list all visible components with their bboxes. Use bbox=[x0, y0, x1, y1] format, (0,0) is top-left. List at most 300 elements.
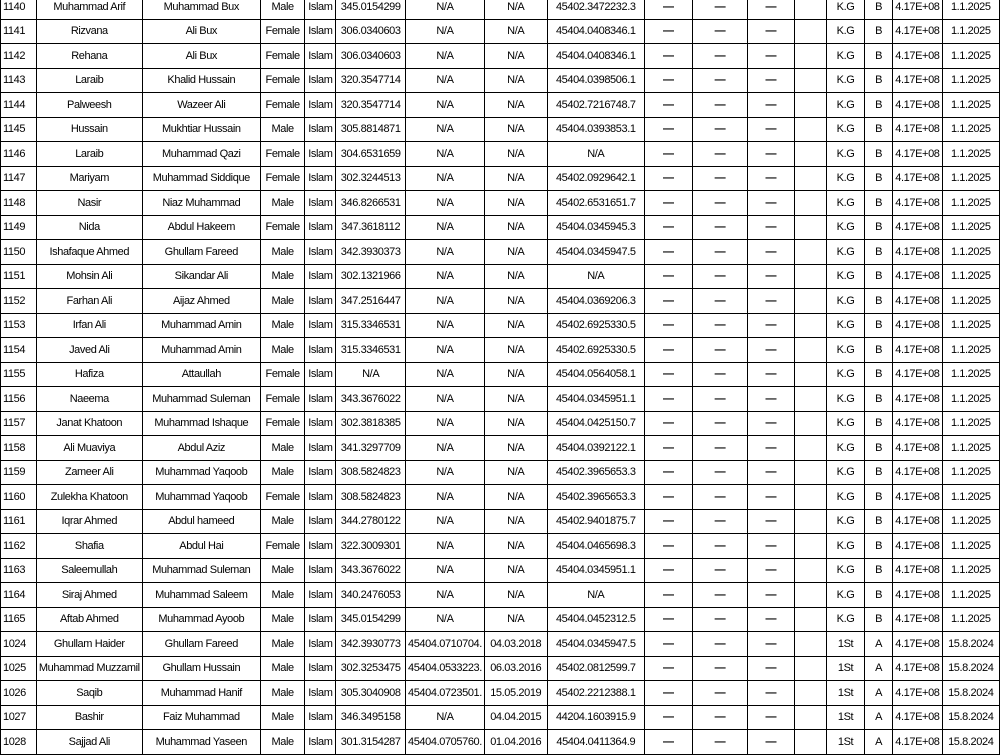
cell-row-number[interactable]: 1145 bbox=[1, 117, 37, 142]
cell-admission-date[interactable]: 1.1.2025 bbox=[942, 0, 999, 19]
cell-contact-number[interactable]: 340.2476053 bbox=[336, 583, 406, 608]
cell-contact-number[interactable]: 347.2516447 bbox=[336, 289, 406, 314]
cell-cnic-number[interactable]: 45402.2212388.1 bbox=[547, 681, 644, 706]
cell-blank-col-2[interactable]: — bbox=[692, 485, 748, 510]
cell-date-of-birth[interactable]: N/A bbox=[484, 607, 547, 632]
cell-date-of-birth[interactable]: N/A bbox=[484, 313, 547, 338]
cell-admission-date[interactable]: 15.8.2024 bbox=[942, 705, 999, 730]
cell-blank-col-1[interactable]: — bbox=[645, 166, 693, 191]
cell-class[interactable]: K.G bbox=[827, 240, 864, 265]
cell-father-name[interactable]: Muhammad Saleem bbox=[142, 583, 260, 608]
cell-blank-col-1[interactable]: — bbox=[645, 436, 693, 461]
cell-blank-col-4[interactable] bbox=[794, 509, 827, 534]
cell-date-of-birth[interactable]: N/A bbox=[484, 387, 547, 412]
cell-row-number[interactable]: 1157 bbox=[1, 411, 37, 436]
cell-row-number[interactable]: 1163 bbox=[1, 558, 37, 583]
cell-blank-col-4[interactable] bbox=[794, 534, 827, 559]
cell-contact-number[interactable]: 345.0154299 bbox=[336, 0, 406, 19]
cell-form-b-number[interactable]: N/A bbox=[405, 191, 484, 216]
cell-row-number[interactable]: 1141 bbox=[1, 19, 37, 44]
cell-admission-date[interactable]: 15.8.2024 bbox=[942, 681, 999, 706]
cell-date-of-birth[interactable]: N/A bbox=[484, 117, 547, 142]
cell-id-number[interactable]: 4.17E+08 bbox=[893, 558, 942, 583]
cell-blank-col-4[interactable] bbox=[794, 705, 827, 730]
cell-blank-col-1[interactable]: — bbox=[645, 681, 693, 706]
cell-blank-col-2[interactable]: — bbox=[692, 583, 748, 608]
cell-section[interactable]: B bbox=[864, 362, 893, 387]
cell-id-number[interactable]: 4.17E+08 bbox=[893, 387, 942, 412]
cell-admission-date[interactable]: 1.1.2025 bbox=[942, 19, 999, 44]
cell-blank-col-4[interactable] bbox=[794, 656, 827, 681]
cell-cnic-number[interactable]: 45402.3965653.3 bbox=[547, 460, 644, 485]
cell-blank-col-2[interactable]: — bbox=[692, 730, 748, 755]
cell-blank-col-1[interactable]: — bbox=[645, 460, 693, 485]
cell-blank-col-1[interactable]: — bbox=[645, 485, 693, 510]
cell-admission-date[interactable]: 1.1.2025 bbox=[942, 558, 999, 583]
cell-date-of-birth[interactable]: N/A bbox=[484, 191, 547, 216]
cell-admission-date[interactable]: 1.1.2025 bbox=[942, 436, 999, 461]
cell-blank-col-3[interactable]: — bbox=[748, 68, 794, 93]
cell-class[interactable]: K.G bbox=[827, 289, 864, 314]
cell-admission-date[interactable]: 1.1.2025 bbox=[942, 117, 999, 142]
cell-contact-number[interactable]: 346.3495158 bbox=[336, 705, 406, 730]
cell-blank-col-4[interactable] bbox=[794, 730, 827, 755]
cell-row-number[interactable]: 1027 bbox=[1, 705, 37, 730]
cell-cnic-number[interactable]: N/A bbox=[547, 583, 644, 608]
cell-class[interactable]: K.G bbox=[827, 607, 864, 632]
cell-row-number[interactable]: 1160 bbox=[1, 485, 37, 510]
cell-id-number[interactable]: 4.17E+08 bbox=[893, 411, 942, 436]
cell-contact-number[interactable]: 315.3346531 bbox=[336, 338, 406, 363]
cell-father-name[interactable]: Muhammad Amin bbox=[142, 313, 260, 338]
cell-class[interactable]: K.G bbox=[827, 264, 864, 289]
cell-blank-col-4[interactable] bbox=[794, 362, 827, 387]
cell-date-of-birth[interactable]: 04.03.2018 bbox=[484, 632, 547, 657]
cell-section[interactable]: B bbox=[864, 509, 893, 534]
cell-blank-col-1[interactable]: — bbox=[645, 509, 693, 534]
cell-blank-col-2[interactable]: — bbox=[692, 215, 748, 240]
cell-cnic-number[interactable]: 45404.0345947.5 bbox=[547, 240, 644, 265]
cell-section[interactable]: B bbox=[864, 264, 893, 289]
cell-section[interactable]: B bbox=[864, 68, 893, 93]
cell-form-b-number[interactable]: N/A bbox=[405, 583, 484, 608]
cell-blank-col-2[interactable]: — bbox=[692, 362, 748, 387]
cell-father-name[interactable]: Muhammad Hanif bbox=[142, 681, 260, 706]
cell-gender[interactable]: Female bbox=[260, 485, 304, 510]
cell-date-of-birth[interactable]: N/A bbox=[484, 0, 547, 19]
cell-cnic-number[interactable]: 45404.0369206.3 bbox=[547, 289, 644, 314]
cell-blank-col-4[interactable] bbox=[794, 289, 827, 314]
cell-contact-number[interactable]: 344.2780122 bbox=[336, 509, 406, 534]
cell-id-number[interactable]: 4.17E+08 bbox=[893, 460, 942, 485]
cell-id-number[interactable]: 4.17E+08 bbox=[893, 509, 942, 534]
cell-id-number[interactable]: 4.17E+08 bbox=[893, 362, 942, 387]
cell-form-b-number[interactable]: N/A bbox=[405, 215, 484, 240]
cell-blank-col-1[interactable]: — bbox=[645, 215, 693, 240]
cell-blank-col-4[interactable] bbox=[794, 436, 827, 461]
cell-form-b-number[interactable]: N/A bbox=[405, 289, 484, 314]
cell-father-name[interactable]: Ghullam Fareed bbox=[142, 632, 260, 657]
cell-blank-col-2[interactable]: — bbox=[692, 264, 748, 289]
cell-contact-number[interactable]: 301.3154287 bbox=[336, 730, 406, 755]
cell-student-name[interactable]: Irfan Ali bbox=[36, 313, 142, 338]
cell-row-number[interactable]: 1154 bbox=[1, 338, 37, 363]
cell-blank-col-2[interactable]: — bbox=[692, 656, 748, 681]
cell-religion[interactable]: Islam bbox=[305, 19, 336, 44]
cell-class[interactable]: K.G bbox=[827, 68, 864, 93]
cell-form-b-number[interactable]: N/A bbox=[405, 264, 484, 289]
cell-student-name[interactable]: Rehana bbox=[36, 44, 142, 69]
cell-blank-col-4[interactable] bbox=[794, 460, 827, 485]
cell-admission-date[interactable]: 1.1.2025 bbox=[942, 509, 999, 534]
cell-blank-col-4[interactable] bbox=[794, 191, 827, 216]
cell-row-number[interactable]: 1158 bbox=[1, 436, 37, 461]
cell-form-b-number[interactable]: 45404.0533223. bbox=[405, 656, 484, 681]
cell-student-name[interactable]: Naeema bbox=[36, 387, 142, 412]
cell-blank-col-1[interactable]: — bbox=[645, 313, 693, 338]
cell-contact-number[interactable]: 346.8266531 bbox=[336, 191, 406, 216]
cell-student-name[interactable]: Rizvana bbox=[36, 19, 142, 44]
cell-student-name[interactable]: Farhan Ali bbox=[36, 289, 142, 314]
cell-student-name[interactable]: Mariyam bbox=[36, 166, 142, 191]
cell-blank-col-3[interactable]: — bbox=[748, 632, 794, 657]
cell-contact-number[interactable]: 342.3930373 bbox=[336, 240, 406, 265]
cell-gender[interactable]: Male bbox=[260, 509, 304, 534]
cell-class[interactable]: K.G bbox=[827, 509, 864, 534]
cell-father-name[interactable]: Abdul Aziz bbox=[142, 436, 260, 461]
cell-blank-col-1[interactable]: — bbox=[645, 93, 693, 118]
cell-student-name[interactable]: Nida bbox=[36, 215, 142, 240]
cell-form-b-number[interactable]: N/A bbox=[405, 240, 484, 265]
cell-id-number[interactable]: 4.17E+08 bbox=[893, 44, 942, 69]
cell-student-name[interactable]: Laraib bbox=[36, 142, 142, 167]
cell-blank-col-4[interactable] bbox=[794, 19, 827, 44]
cell-blank-col-2[interactable]: — bbox=[692, 387, 748, 412]
cell-date-of-birth[interactable]: N/A bbox=[484, 558, 547, 583]
cell-row-number[interactable]: 1162 bbox=[1, 534, 37, 559]
cell-blank-col-4[interactable] bbox=[794, 313, 827, 338]
cell-student-name[interactable]: Muhammad Muzzamil bbox=[36, 656, 142, 681]
cell-class[interactable]: K.G bbox=[827, 411, 864, 436]
cell-cnic-number[interactable]: 45404.0408346.1 bbox=[547, 19, 644, 44]
cell-id-number[interactable]: 4.17E+08 bbox=[893, 264, 942, 289]
cell-blank-col-3[interactable]: — bbox=[748, 681, 794, 706]
cell-religion[interactable]: Islam bbox=[305, 264, 336, 289]
cell-section[interactable]: B bbox=[864, 558, 893, 583]
cell-id-number[interactable]: 4.17E+08 bbox=[893, 0, 942, 19]
cell-blank-col-1[interactable]: — bbox=[645, 68, 693, 93]
cell-blank-col-4[interactable] bbox=[794, 44, 827, 69]
cell-form-b-number[interactable]: N/A bbox=[405, 338, 484, 363]
cell-blank-col-2[interactable]: — bbox=[692, 681, 748, 706]
cell-row-number[interactable]: 1026 bbox=[1, 681, 37, 706]
cell-row-number[interactable]: 1146 bbox=[1, 142, 37, 167]
cell-row-number[interactable]: 1147 bbox=[1, 166, 37, 191]
cell-father-name[interactable]: Khalid Hussain bbox=[142, 68, 260, 93]
cell-form-b-number[interactable]: N/A bbox=[405, 509, 484, 534]
cell-id-number[interactable]: 4.17E+08 bbox=[893, 313, 942, 338]
cell-section[interactable]: B bbox=[864, 607, 893, 632]
cell-id-number[interactable]: 4.17E+08 bbox=[893, 93, 942, 118]
cell-blank-col-1[interactable]: — bbox=[645, 534, 693, 559]
cell-father-name[interactable]: Muhammad Yaseen bbox=[142, 730, 260, 755]
cell-gender[interactable]: Male bbox=[260, 558, 304, 583]
cell-gender[interactable]: Male bbox=[260, 264, 304, 289]
cell-id-number[interactable]: 4.17E+08 bbox=[893, 142, 942, 167]
cell-date-of-birth[interactable]: N/A bbox=[484, 362, 547, 387]
cell-blank-col-2[interactable]: — bbox=[692, 460, 748, 485]
cell-form-b-number[interactable]: N/A bbox=[405, 534, 484, 559]
cell-student-name[interactable]: Nasir bbox=[36, 191, 142, 216]
cell-contact-number[interactable]: 343.3676022 bbox=[336, 558, 406, 583]
cell-form-b-number[interactable]: N/A bbox=[405, 705, 484, 730]
cell-father-name[interactable]: Abdul hameed bbox=[142, 509, 260, 534]
cell-gender[interactable]: Male bbox=[260, 0, 304, 19]
cell-cnic-number[interactable]: 45402.6925330.5 bbox=[547, 313, 644, 338]
cell-father-name[interactable]: Attaullah bbox=[142, 362, 260, 387]
cell-student-name[interactable]: Javed Ali bbox=[36, 338, 142, 363]
cell-admission-date[interactable]: 1.1.2025 bbox=[942, 240, 999, 265]
cell-cnic-number[interactable]: 45404.0345951.1 bbox=[547, 558, 644, 583]
cell-father-name[interactable]: Sikandar Ali bbox=[142, 264, 260, 289]
cell-date-of-birth[interactable]: N/A bbox=[484, 44, 547, 69]
cell-religion[interactable]: Islam bbox=[305, 338, 336, 363]
cell-gender[interactable]: Female bbox=[260, 166, 304, 191]
cell-form-b-number[interactable]: N/A bbox=[405, 142, 484, 167]
cell-class[interactable]: K.G bbox=[827, 0, 864, 19]
cell-id-number[interactable]: 4.17E+08 bbox=[893, 68, 942, 93]
cell-admission-date[interactable]: 1.1.2025 bbox=[942, 215, 999, 240]
cell-blank-col-3[interactable]: — bbox=[748, 338, 794, 363]
cell-class[interactable]: K.G bbox=[827, 338, 864, 363]
cell-row-number[interactable]: 1164 bbox=[1, 583, 37, 608]
cell-admission-date[interactable]: 1.1.2025 bbox=[942, 93, 999, 118]
cell-blank-col-4[interactable] bbox=[794, 166, 827, 191]
cell-student-name[interactable]: Ishafaque Ahmed bbox=[36, 240, 142, 265]
cell-blank-col-3[interactable]: — bbox=[748, 705, 794, 730]
cell-blank-col-3[interactable]: — bbox=[748, 215, 794, 240]
cell-religion[interactable]: Islam bbox=[305, 460, 336, 485]
cell-blank-col-2[interactable]: — bbox=[692, 436, 748, 461]
cell-date-of-birth[interactable]: 04.04.2015 bbox=[484, 705, 547, 730]
cell-class[interactable]: 1St bbox=[827, 681, 864, 706]
cell-date-of-birth[interactable]: N/A bbox=[484, 215, 547, 240]
cell-father-name[interactable]: Aijaz Ahmed bbox=[142, 289, 260, 314]
cell-form-b-number[interactable]: N/A bbox=[405, 166, 484, 191]
cell-form-b-number[interactable]: N/A bbox=[405, 436, 484, 461]
cell-blank-col-2[interactable]: — bbox=[692, 68, 748, 93]
cell-section[interactable]: A bbox=[864, 681, 893, 706]
cell-contact-number[interactable]: 345.0154299 bbox=[336, 607, 406, 632]
cell-id-number[interactable]: 4.17E+08 bbox=[893, 730, 942, 755]
cell-blank-col-2[interactable]: — bbox=[692, 19, 748, 44]
cell-section[interactable]: B bbox=[864, 338, 893, 363]
cell-blank-col-3[interactable]: — bbox=[748, 0, 794, 19]
cell-date-of-birth[interactable]: N/A bbox=[484, 485, 547, 510]
cell-form-b-number[interactable]: 45404.0723501. bbox=[405, 681, 484, 706]
cell-religion[interactable]: Islam bbox=[305, 607, 336, 632]
cell-contact-number[interactable]: 302.3253475 bbox=[336, 656, 406, 681]
cell-father-name[interactable]: Muhammad Amin bbox=[142, 338, 260, 363]
cell-religion[interactable]: Islam bbox=[305, 142, 336, 167]
cell-id-number[interactable]: 4.17E+08 bbox=[893, 681, 942, 706]
cell-blank-col-3[interactable]: — bbox=[748, 313, 794, 338]
cell-section[interactable]: B bbox=[864, 0, 893, 19]
cell-cnic-number[interactable]: 44204.1603915.9 bbox=[547, 705, 644, 730]
cell-religion[interactable]: Islam bbox=[305, 485, 336, 510]
cell-form-b-number[interactable]: 45404.0710704. bbox=[405, 632, 484, 657]
cell-class[interactable]: K.G bbox=[827, 436, 864, 461]
cell-gender[interactable]: Male bbox=[260, 607, 304, 632]
cell-blank-col-4[interactable] bbox=[794, 681, 827, 706]
cell-religion[interactable]: Islam bbox=[305, 509, 336, 534]
cell-contact-number[interactable]: 306.0340603 bbox=[336, 19, 406, 44]
cell-blank-col-3[interactable]: — bbox=[748, 362, 794, 387]
cell-blank-col-4[interactable] bbox=[794, 583, 827, 608]
cell-admission-date[interactable]: 1.1.2025 bbox=[942, 191, 999, 216]
cell-blank-col-1[interactable]: — bbox=[645, 387, 693, 412]
cell-blank-col-3[interactable]: — bbox=[748, 656, 794, 681]
cell-section[interactable]: B bbox=[864, 93, 893, 118]
cell-row-number[interactable]: 1149 bbox=[1, 215, 37, 240]
cell-contact-number[interactable]: 302.3818385 bbox=[336, 411, 406, 436]
cell-contact-number[interactable]: 320.3547714 bbox=[336, 93, 406, 118]
cell-student-name[interactable]: Aftab Ahmed bbox=[36, 607, 142, 632]
cell-form-b-number[interactable]: N/A bbox=[405, 607, 484, 632]
cell-student-name[interactable]: Bashir bbox=[36, 705, 142, 730]
cell-section[interactable]: B bbox=[864, 583, 893, 608]
cell-form-b-number[interactable]: N/A bbox=[405, 485, 484, 510]
cell-date-of-birth[interactable]: N/A bbox=[484, 583, 547, 608]
cell-gender[interactable]: Male bbox=[260, 632, 304, 657]
cell-class[interactable]: K.G bbox=[827, 117, 864, 142]
cell-section[interactable]: A bbox=[864, 730, 893, 755]
cell-blank-col-4[interactable] bbox=[794, 264, 827, 289]
cell-father-name[interactable]: Wazeer Ali bbox=[142, 93, 260, 118]
cell-id-number[interactable]: 4.17E+08 bbox=[893, 19, 942, 44]
cell-father-name[interactable]: Ali Bux bbox=[142, 44, 260, 69]
cell-gender[interactable]: Female bbox=[260, 19, 304, 44]
cell-blank-col-2[interactable]: — bbox=[692, 93, 748, 118]
cell-admission-date[interactable]: 15.8.2024 bbox=[942, 730, 999, 755]
cell-form-b-number[interactable]: N/A bbox=[405, 460, 484, 485]
cell-cnic-number[interactable]: 45402.3965653.3 bbox=[547, 485, 644, 510]
cell-blank-col-2[interactable]: — bbox=[692, 166, 748, 191]
cell-row-number[interactable]: 1140 bbox=[1, 0, 37, 19]
cell-student-name[interactable]: Saqib bbox=[36, 681, 142, 706]
cell-father-name[interactable]: Muhammad Suleman bbox=[142, 387, 260, 412]
cell-date-of-birth[interactable]: 06.03.2016 bbox=[484, 656, 547, 681]
cell-student-name[interactable]: Shafia bbox=[36, 534, 142, 559]
cell-blank-col-4[interactable] bbox=[794, 240, 827, 265]
cell-gender[interactable]: Female bbox=[260, 142, 304, 167]
cell-religion[interactable]: Islam bbox=[305, 656, 336, 681]
cell-form-b-number[interactable]: N/A bbox=[405, 117, 484, 142]
cell-blank-col-3[interactable]: — bbox=[748, 387, 794, 412]
cell-contact-number[interactable]: 343.3676022 bbox=[336, 387, 406, 412]
cell-row-number[interactable]: 1152 bbox=[1, 289, 37, 314]
cell-id-number[interactable]: 4.17E+08 bbox=[893, 485, 942, 510]
cell-blank-col-3[interactable]: — bbox=[748, 93, 794, 118]
cell-id-number[interactable]: 4.17E+08 bbox=[893, 607, 942, 632]
cell-class[interactable]: K.G bbox=[827, 485, 864, 510]
cell-admission-date[interactable]: 1.1.2025 bbox=[942, 362, 999, 387]
cell-gender[interactable]: Male bbox=[260, 289, 304, 314]
cell-cnic-number[interactable]: 45404.0425150.7 bbox=[547, 411, 644, 436]
cell-blank-col-4[interactable] bbox=[794, 117, 827, 142]
cell-section[interactable]: B bbox=[864, 215, 893, 240]
cell-section[interactable]: B bbox=[864, 411, 893, 436]
cell-id-number[interactable]: 4.17E+08 bbox=[893, 191, 942, 216]
cell-blank-col-3[interactable]: — bbox=[748, 411, 794, 436]
cell-admission-date[interactable]: 1.1.2025 bbox=[942, 166, 999, 191]
cell-row-number[interactable]: 1148 bbox=[1, 191, 37, 216]
cell-section[interactable]: A bbox=[864, 705, 893, 730]
cell-father-name[interactable]: Ghullam Hussain bbox=[142, 656, 260, 681]
cell-student-name[interactable]: Zameer Ali bbox=[36, 460, 142, 485]
cell-class[interactable]: K.G bbox=[827, 387, 864, 412]
cell-date-of-birth[interactable]: N/A bbox=[484, 93, 547, 118]
cell-date-of-birth[interactable]: N/A bbox=[484, 338, 547, 363]
cell-section[interactable]: B bbox=[864, 240, 893, 265]
cell-father-name[interactable]: Faiz Muhammad bbox=[142, 705, 260, 730]
cell-date-of-birth[interactable]: N/A bbox=[484, 240, 547, 265]
cell-cnic-number[interactable]: 45402.6925330.5 bbox=[547, 338, 644, 363]
cell-admission-date[interactable]: 1.1.2025 bbox=[942, 68, 999, 93]
cell-blank-col-2[interactable]: — bbox=[692, 0, 748, 19]
cell-id-number[interactable]: 4.17E+08 bbox=[893, 583, 942, 608]
cell-cnic-number[interactable]: 45404.0408346.1 bbox=[547, 44, 644, 69]
cell-section[interactable]: B bbox=[864, 534, 893, 559]
cell-blank-col-4[interactable] bbox=[794, 485, 827, 510]
cell-cnic-number[interactable]: 45404.0345947.5 bbox=[547, 632, 644, 657]
cell-contact-number[interactable]: N/A bbox=[336, 362, 406, 387]
cell-gender[interactable]: Female bbox=[260, 93, 304, 118]
cell-student-name[interactable]: Sajjad Ali bbox=[36, 730, 142, 755]
cell-religion[interactable]: Islam bbox=[305, 705, 336, 730]
cell-student-name[interactable]: Siraj Ahmed bbox=[36, 583, 142, 608]
cell-student-name[interactable]: Janat Khatoon bbox=[36, 411, 142, 436]
cell-cnic-number[interactable]: 45404.0398506.1 bbox=[547, 68, 644, 93]
cell-blank-col-2[interactable]: — bbox=[692, 411, 748, 436]
cell-religion[interactable]: Islam bbox=[305, 362, 336, 387]
cell-religion[interactable]: Islam bbox=[305, 44, 336, 69]
cell-row-number[interactable]: 1142 bbox=[1, 44, 37, 69]
cell-date-of-birth[interactable]: N/A bbox=[484, 534, 547, 559]
cell-row-number[interactable]: 1028 bbox=[1, 730, 37, 755]
cell-row-number[interactable]: 1153 bbox=[1, 313, 37, 338]
cell-form-b-number[interactable]: N/A bbox=[405, 0, 484, 19]
cell-admission-date[interactable]: 15.8.2024 bbox=[942, 632, 999, 657]
cell-contact-number[interactable]: 320.3547714 bbox=[336, 68, 406, 93]
cell-blank-col-3[interactable]: — bbox=[748, 166, 794, 191]
cell-section[interactable]: B bbox=[864, 313, 893, 338]
cell-admission-date[interactable]: 1.1.2025 bbox=[942, 607, 999, 632]
cell-id-number[interactable]: 4.17E+08 bbox=[893, 117, 942, 142]
cell-id-number[interactable]: 4.17E+08 bbox=[893, 656, 942, 681]
cell-blank-col-1[interactable]: — bbox=[645, 19, 693, 44]
cell-gender[interactable]: Female bbox=[260, 411, 304, 436]
cell-class[interactable]: K.G bbox=[827, 534, 864, 559]
cell-religion[interactable]: Islam bbox=[305, 411, 336, 436]
cell-admission-date[interactable]: 1.1.2025 bbox=[942, 264, 999, 289]
cell-blank-col-3[interactable]: — bbox=[748, 142, 794, 167]
cell-blank-col-1[interactable]: — bbox=[645, 656, 693, 681]
cell-contact-number[interactable]: 306.0340603 bbox=[336, 44, 406, 69]
cell-form-b-number[interactable]: N/A bbox=[405, 19, 484, 44]
cell-blank-col-3[interactable]: — bbox=[748, 485, 794, 510]
cell-blank-col-3[interactable]: — bbox=[748, 583, 794, 608]
